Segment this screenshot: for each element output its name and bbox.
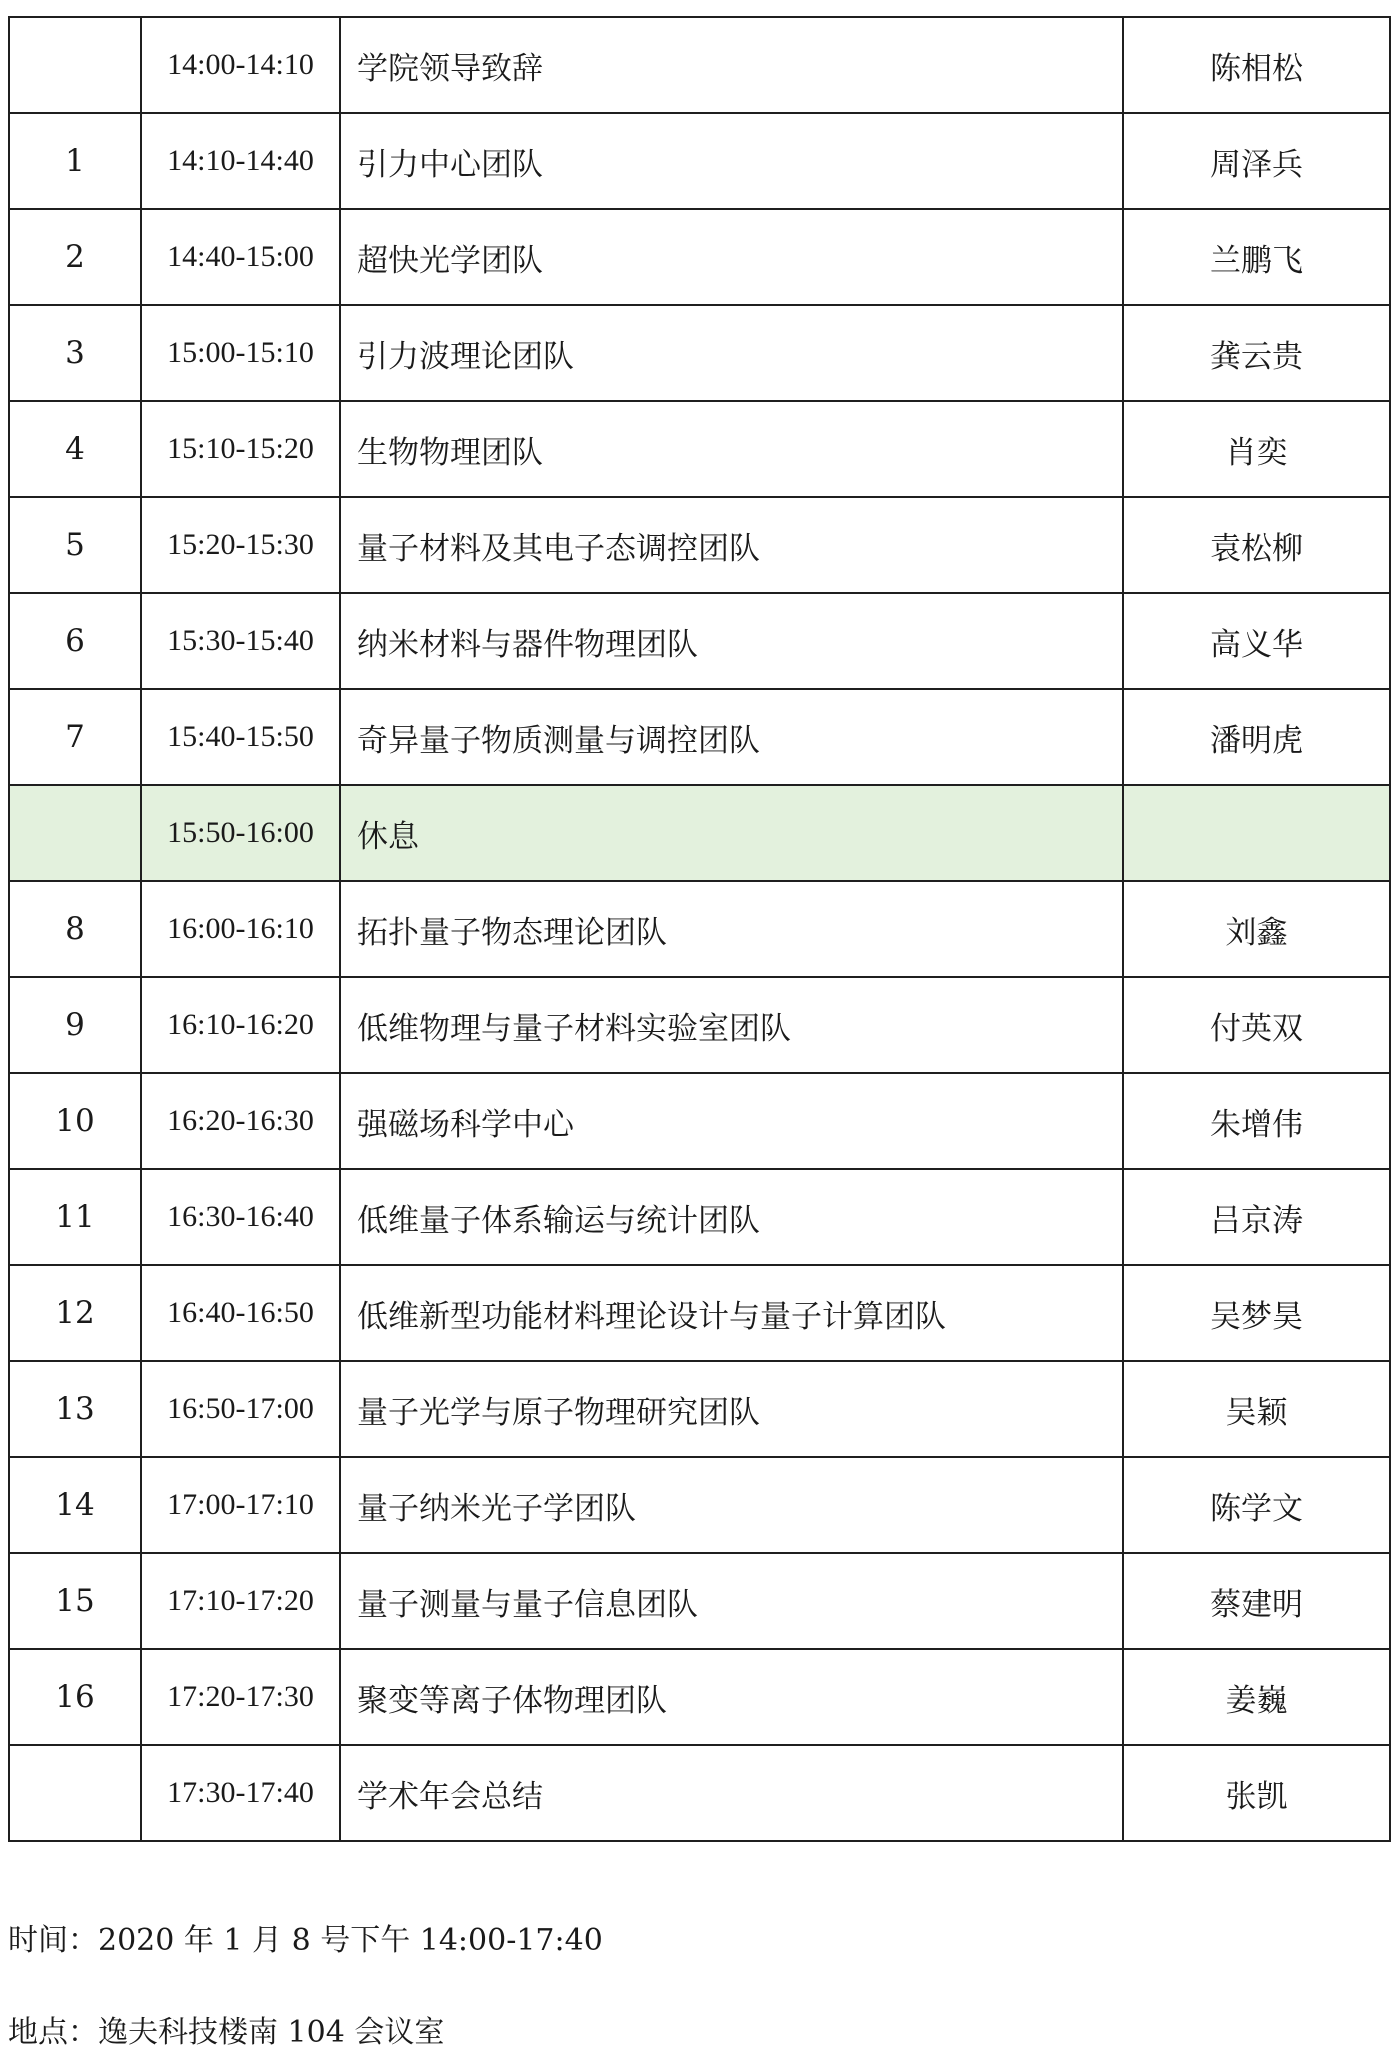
row-time-cell: 17:20-17:30 (141, 1649, 340, 1745)
schedule-body (9, 17, 1390, 1841)
row-speaker-cell: 兰鹏飞 (1123, 209, 1390, 305)
row-index-cell (9, 1745, 141, 1841)
row-team-cell: 低维物理与量子材料实验室团队 (340, 977, 1123, 1073)
row-team-cell: 量子材料及其电子态调控团队 (340, 497, 1123, 593)
row-index-cell: 2 (9, 209, 141, 305)
row-team-cell: 引力中心团队 (340, 113, 1123, 209)
row-time-cell: 15:30-15:40 (141, 593, 340, 689)
row-team-cell: 低维量子体系输运与统计团队 (340, 1169, 1123, 1265)
row-index-cell: 10 (9, 1073, 141, 1169)
row-speaker-cell: 周泽兵 (1123, 113, 1390, 209)
row-speaker-cell: 陈相松 (1123, 17, 1390, 113)
row-time-cell: 16:00-16:10 (141, 881, 340, 977)
row-index-cell (9, 17, 141, 113)
table-row (9, 113, 1390, 209)
row-time-cell: 14:10-14:40 (141, 113, 340, 209)
row-time-cell: 15:00-15:10 (141, 305, 340, 401)
table-row (9, 209, 1390, 305)
row-team-cell: 生物物理团队 (340, 401, 1123, 497)
row-team-cell: 奇异量子物质测量与调控团队 (340, 689, 1123, 785)
row-speaker-cell: 吴梦昊 (1123, 1265, 1390, 1361)
row-time-cell: 17:30-17:40 (141, 1745, 340, 1841)
row-speaker-cell: 潘明虎 (1123, 689, 1390, 785)
row-speaker-cell: 张凯 (1123, 1745, 1390, 1841)
row-team-cell: 量子纳米光子学团队 (340, 1457, 1123, 1553)
table-row (9, 1457, 1390, 1553)
row-team-cell: 拓扑量子物态理论团队 (340, 881, 1123, 977)
row-team-cell: 强磁场科学中心 (340, 1073, 1123, 1169)
footer-venue-line: 地点：逸夫科技楼南 104 会议室 (8, 2015, 445, 2050)
row-index-cell: 11 (9, 1169, 141, 1265)
row-index-cell: 16 (9, 1649, 141, 1745)
row-time-cell: 16:50-17:00 (141, 1361, 340, 1457)
row-time-cell: 15:50-16:00 (141, 785, 340, 881)
row-index-cell: 5 (9, 497, 141, 593)
row-team-cell: 学院领导致辞 (340, 17, 1123, 113)
row-speaker-cell: 龚云贵 (1123, 305, 1390, 401)
table-row-break (9, 785, 1390, 881)
table-row (9, 1745, 1390, 1841)
table-row (9, 1265, 1390, 1361)
table-row (9, 1361, 1390, 1457)
row-team-cell: 超快光学团队 (340, 209, 1123, 305)
row-speaker-cell: 付英双 (1123, 977, 1390, 1073)
row-index-cell: 6 (9, 593, 141, 689)
row-index-cell (9, 785, 141, 881)
row-team-cell: 学术年会总结 (340, 1745, 1123, 1841)
row-index-cell: 7 (9, 689, 141, 785)
row-team-cell: 休息 (340, 785, 1123, 881)
row-team-cell: 低维新型功能材料理论设计与量子计算团队 (340, 1265, 1123, 1361)
row-speaker-cell: 朱增伟 (1123, 1073, 1390, 1169)
footer-time-line: 时间：2020 年 1 月 8 号下午 14:00-17:40 (8, 1923, 603, 1958)
row-team-cell: 纳米材料与器件物理团队 (340, 593, 1123, 689)
table-row (9, 1073, 1390, 1169)
row-time-cell: 17:00-17:10 (141, 1457, 340, 1553)
row-speaker-cell: 蔡建明 (1123, 1553, 1390, 1649)
row-speaker-cell (1123, 785, 1390, 881)
table-row (9, 881, 1390, 977)
row-team-cell: 量子测量与量子信息团队 (340, 1553, 1123, 1649)
row-time-cell: 15:20-15:30 (141, 497, 340, 593)
table-row (9, 17, 1390, 113)
row-team-cell: 量子光学与原子物理研究团队 (340, 1361, 1123, 1457)
table-row (9, 977, 1390, 1073)
row-index-cell: 12 (9, 1265, 141, 1361)
row-time-cell: 16:40-16:50 (141, 1265, 340, 1361)
row-speaker-cell: 刘鑫 (1123, 881, 1390, 977)
row-speaker-cell: 姜巍 (1123, 1649, 1390, 1745)
row-time-cell: 16:30-16:40 (141, 1169, 340, 1265)
row-index-cell: 9 (9, 977, 141, 1073)
row-time-cell: 15:40-15:50 (141, 689, 340, 785)
row-speaker-cell: 吴颖 (1123, 1361, 1390, 1457)
row-team-cell: 引力波理论团队 (340, 305, 1123, 401)
row-speaker-cell: 肖奕 (1123, 401, 1390, 497)
row-index-cell: 3 (9, 305, 141, 401)
row-speaker-cell: 袁松柳 (1123, 497, 1390, 593)
table-row (9, 593, 1390, 689)
row-time-cell: 17:10-17:20 (141, 1553, 340, 1649)
row-speaker-cell: 高义华 (1123, 593, 1390, 689)
row-time-cell: 14:00-14:10 (141, 17, 340, 113)
row-time-cell: 14:40-15:00 (141, 209, 340, 305)
row-team-cell: 聚变等离子体物理团队 (340, 1649, 1123, 1745)
row-speaker-cell: 吕京涛 (1123, 1169, 1390, 1265)
row-time-cell: 16:20-16:30 (141, 1073, 340, 1169)
table-row (9, 401, 1390, 497)
row-index-cell: 4 (9, 401, 141, 497)
row-index-cell: 13 (9, 1361, 141, 1457)
schedule-table (8, 16, 1391, 1842)
row-index-cell: 8 (9, 881, 141, 977)
table-row (9, 689, 1390, 785)
table-row (9, 1649, 1390, 1745)
table-row (9, 1553, 1390, 1649)
table-row (9, 497, 1390, 593)
row-time-cell: 16:10-16:20 (141, 977, 340, 1073)
table-row (9, 305, 1390, 401)
row-speaker-cell: 陈学文 (1123, 1457, 1390, 1553)
row-index-cell: 14 (9, 1457, 141, 1553)
row-index-cell: 15 (9, 1553, 141, 1649)
table-row (9, 1169, 1390, 1265)
row-time-cell: 15:10-15:20 (141, 401, 340, 497)
row-index-cell: 1 (9, 113, 141, 209)
